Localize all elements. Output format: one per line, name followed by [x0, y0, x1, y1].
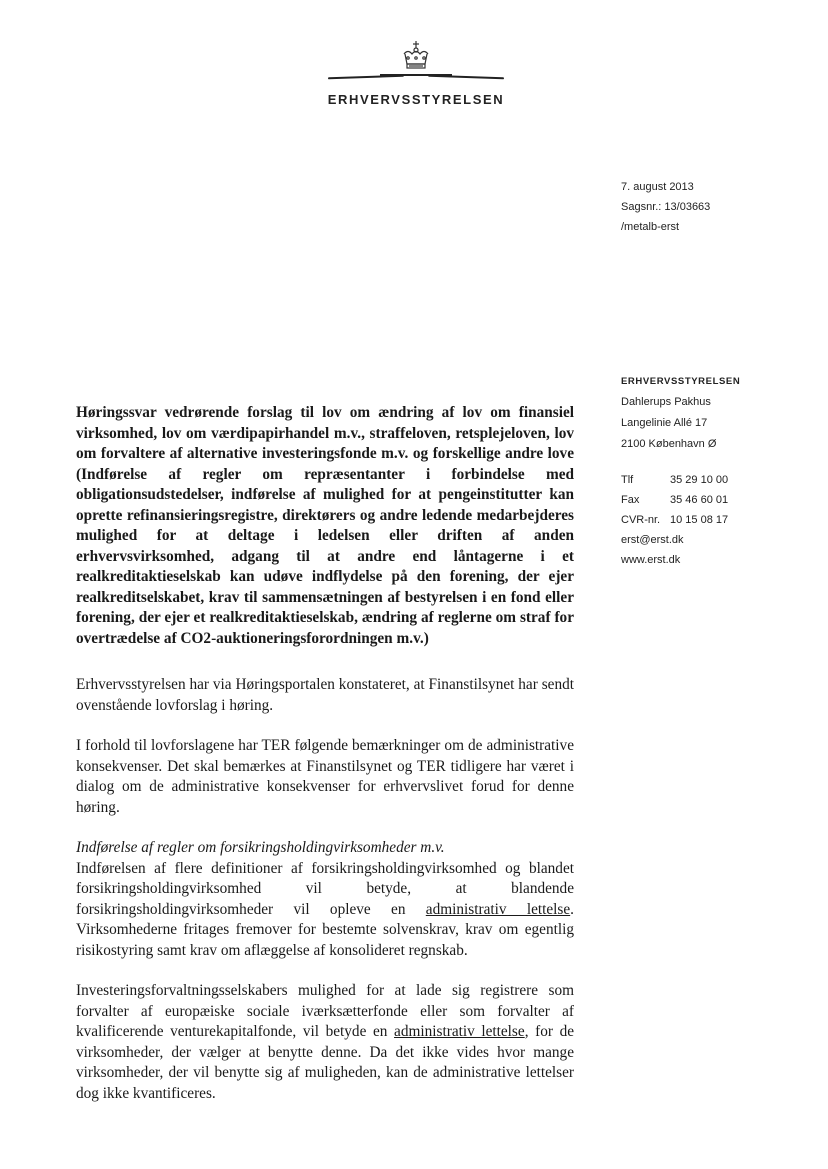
sender-address-line: Langelinie Allé 17 [621, 417, 708, 429]
email-link[interactable]: erst@erst.dk [621, 534, 684, 546]
underlined-term: administrativ lettelse [425, 900, 571, 918]
cvr-value: 10 15 08 17 [670, 514, 729, 526]
letter-date: 7. august 2013 [621, 181, 694, 193]
paragraph: I forhold til lovforslagene har TER følgende bemærkninger om de administrative konsekvenser. Det skal bemærkes at Finanstilsynet og TER tidligere har været i dialog om de administrative konsekvenser for erhvervslivet forud for denne høring. [76, 737, 574, 816]
letter-body [76, 403, 574, 1104]
paragraph-text: . Virksomhederne fritages fremover for bestemte solvenskrav, krav om egentlig risikostyring samt krav om aflæggelse af konsolideret regnskab. [76, 900, 574, 959]
underlined-term: administrativ lettelse [394, 1023, 525, 1040]
phone-value: 35 29 10 00 [670, 474, 729, 486]
logo-org-name: ERHVERVSSTYRELSEN [327, 92, 505, 107]
section-subheading: Indførelse af regler om forsikringsholdingvirksomheder m.v. [76, 839, 445, 856]
contact-info [621, 470, 728, 570]
paragraph-text: , for de virksomheder, der vælger at benytte denne. Da det ikke vides hvor mange virksomheder, der vil benytte sig af muligheden, kan de administrative lettelser dog ikke kvantificeres. [76, 1023, 575, 1102]
reference: /metalb-erst [621, 221, 680, 233]
paragraph-text: Indførelsen af flere definitioner af forsikringsholdingvirksomhed og blandet forsikringsholdingvirksomhed vil betyde, at blandende forsikringsholdingvirksomheder vil opleve en [76, 859, 574, 918]
sender-address [621, 371, 740, 455]
paragraph [76, 981, 574, 1104]
letter-heading: Høringssvar vedrørende forslag til lov om ændring af lov om finansiel virksomhed, lov om værdipapirhandel m.v., straffeloven, retsplejeloven, lov om forvaltere af alternative investeringsfonde m.v. og forskellige andre love (Indførelse af regler om repræsentanter i forbindelse med obligationsudstedelser, indførelse af mulighed for at pengeinstitutter kan oprette refinansieringsregistre, direktørers og andre ledende medarbejderes mulighed for at deltage i ledelsen eller driften af anden erhvervsvirksomhed, adgang til at andre end låntagerne i et realkreditaktieselskab kan udøve indflydelse på den forening, der ejer realkreditselskabet, krav til sammensætningen af bestyrelsen i en fond eller forening, der ejer et realkreditaktieselskab, ændring af reglerne om straf for overtrædelse af CO2-auktioneringsforordningen m.v.) [76, 404, 574, 647]
phone-label: Tlf [621, 474, 634, 486]
phone-row [621, 470, 728, 490]
paragraph-text: Investeringsforvaltningsselskabers mulighed for at lade sig registrere som forvalter af europæiske sociale iværksætterfonde eller som forvalter af kvalificerende venturekapitalfonde, vil betyde en [76, 982, 574, 1040]
logo-rule-right [428, 75, 504, 80]
fax-label: Fax [621, 494, 640, 506]
sender-address-line: Dahlerups Pakhus [621, 396, 711, 408]
cvr-label: CVR-nr. [621, 514, 661, 526]
website-link[interactable]: www.erst.dk [621, 554, 681, 566]
sender-org: ERHVERVSSTYRELSEN [621, 376, 741, 387]
case-number: Sagsnr.: 13/03663 [621, 201, 711, 213]
paragraph: Erhvervsstyrelsen har via Høringsportalen konstateret, at Finanstilsynet har sendt ovenstående lovforslag i høring. [76, 676, 574, 714]
logo [318, 40, 514, 110]
cvr-row [621, 510, 728, 530]
fax-row [621, 490, 728, 510]
letter-meta [621, 177, 710, 237]
crown-icon [400, 40, 432, 74]
section [76, 838, 574, 961]
fax-value: 35 46 60 01 [670, 494, 729, 506]
sender-address-line: 2100 København Ø [621, 438, 717, 450]
